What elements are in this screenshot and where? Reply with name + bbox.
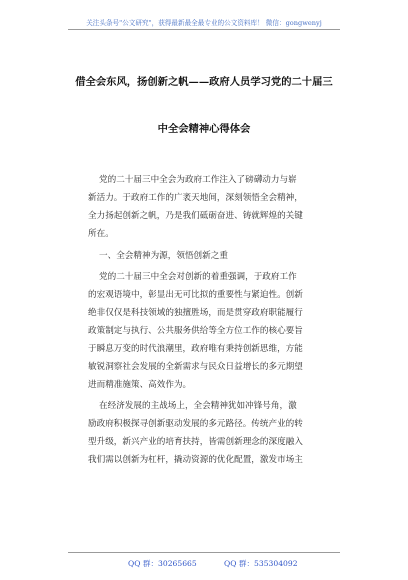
body-line: 绝非仅仅是科技领域的独擅胜场，而是贯穿政府职能履行 [88, 308, 303, 318]
document-title-line-1: 借全会东风，扬创新之帆——政府人员学习党的二十届三 [75, 76, 333, 88]
body-line: 在经济发展的主战场上，全会精神犹如冲锋号角，激 [99, 401, 297, 411]
footer-divider [68, 552, 340, 553]
header-promo-note: 关注头条号"公文研究"，获得最新最全最专业的公文资料库！ 微信：gongwenyj [86, 19, 322, 27]
body-line: 党的二十届三中全会对创新的着重强调，于政府工作 [99, 272, 297, 282]
body-line: 党的二十届三中全会为政府工作注入了磅礴动力与崭 [99, 175, 297, 185]
body-line: 励政府积极探寻创新驱动发展的多元路径。传统产业的转 [88, 419, 303, 429]
body-line: 型升级，新兴产业的培育扶持，皆需创新理念的深度融入 [88, 437, 303, 447]
header-divider [68, 29, 340, 30]
body-line: 的宏观语境中，彰显出无可比拟的重要性与紧迫性。创新 [88, 290, 303, 300]
body-line: 新活力。于政府工作的广袤天地间，深刻领悟全会精神， [88, 193, 303, 203]
body-line: 我们需以创新为杠杆，撬动资源的优化配置，激发市场主 [88, 455, 303, 465]
body-line: 全力扬起创新之帆，乃是我们砥砺奋进、铸就辉煌的关键 [88, 211, 303, 221]
document-title-line-2: 中全会精神心得体会 [157, 123, 251, 135]
body-line: 进而精准施策、高效作为。 [88, 380, 192, 390]
body-line: 政策制定与执行、公共服务供给等全方位工作的核心要旨 [88, 326, 303, 336]
footer-qq-group-1: QQ 群：30265665 [128, 559, 197, 568]
footer-qq-group-2: QQ 群：535304092 [224, 559, 298, 568]
body-line: 于瞬息万变的时代浪潮里，政府唯有秉持创新思维，方能 [88, 344, 303, 354]
body-line: 敏锐洞察社会发展的全新需求与民众日益增长的多元期望 [88, 362, 303, 372]
body-line: 所在。 [88, 229, 114, 239]
section-heading: 一、全会精神为源，领悟创新之重 [99, 251, 228, 261]
